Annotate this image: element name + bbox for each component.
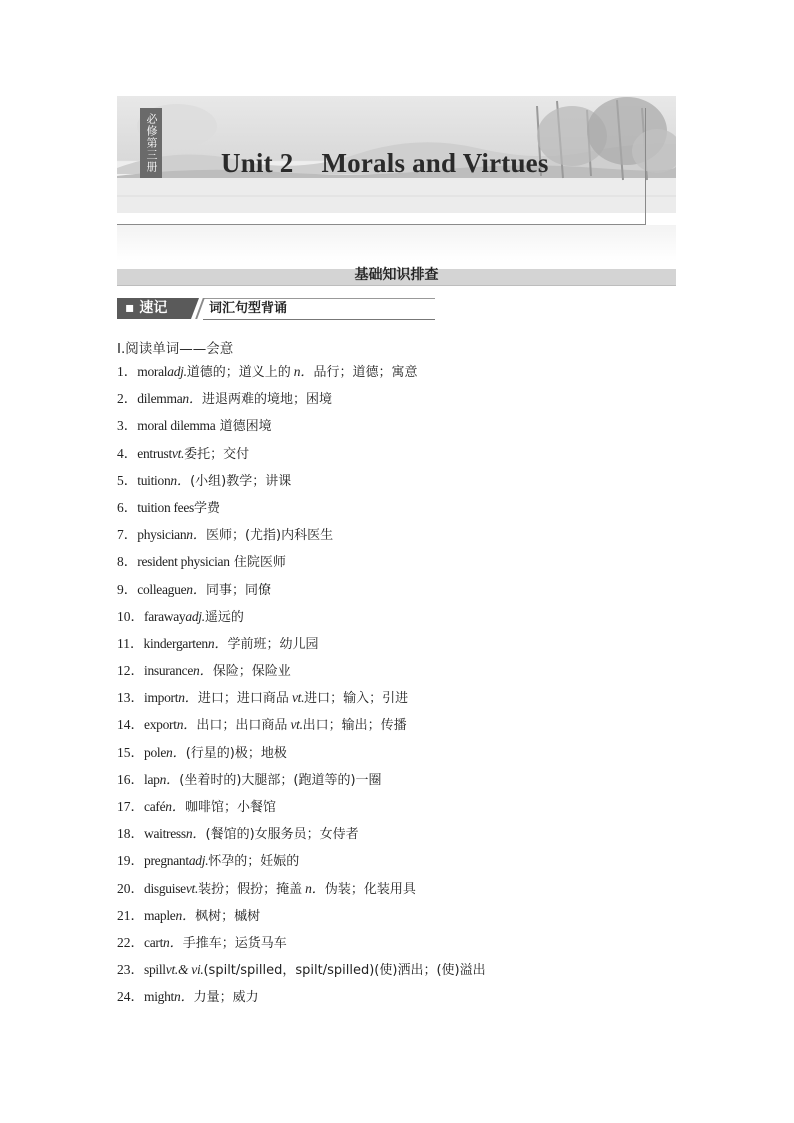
sub-header (117, 298, 435, 320)
entry-definition: 道德困境 (215, 419, 272, 435)
entry-word: disguise (144, 880, 186, 896)
list-item (117, 933, 677, 960)
list-item (117, 797, 677, 824)
entry-definition: 装扮；假扮；掩盖 (198, 881, 303, 897)
unit-name: Morals and Virtues (321, 148, 549, 178)
entry-part-of-speech: n． (166, 744, 186, 760)
entry-definition: (餐馆的)女服务员；女侍者 (205, 827, 359, 843)
entry-definition-2: 品行；道德；寓意 (313, 365, 418, 380)
entry-definition: 咖啡馆；小餐馆 (184, 800, 276, 815)
entry-definition: 委托；交付 (184, 446, 250, 462)
entry-part-of-speech: adj. (167, 364, 187, 379)
list-item (117, 824, 677, 851)
list-item (117, 607, 677, 634)
entry-number: 7． (117, 527, 138, 543)
entry-number: 22． (117, 934, 144, 950)
entry-word: spill (144, 962, 166, 978)
list-item (117, 987, 677, 1014)
entry-word: pregnant (144, 853, 189, 869)
entry-part-of-speech: n． (186, 527, 206, 543)
entry-definition: 出口；出口商品 (196, 718, 288, 734)
entry-part-of-speech-2: n． (302, 880, 325, 896)
entry-part-of-speech: n． (207, 635, 228, 651)
entry-number: 8． (117, 554, 138, 570)
section-bar (117, 269, 676, 286)
entry-number: 20． (117, 880, 144, 896)
entry-part-of-speech: n． (159, 771, 180, 787)
entry-definition: 枫树；槭树 (195, 908, 261, 924)
entry-number: 12． (117, 663, 144, 679)
entry-number: 2． (117, 391, 138, 407)
entry-word: entrust (137, 445, 172, 461)
entry-definition: 遥远的 (204, 609, 244, 625)
entry-part-of-speech: n． (193, 663, 213, 679)
unit-title (221, 148, 549, 179)
entry-definition: 进退两难的境地；困境 (202, 392, 333, 408)
entry-definition: (坐着时的)大腿部；(跑道等的)一圈 (179, 772, 382, 788)
entry-definition: 进口；进口商品 (197, 691, 289, 707)
entry-part-of-speech: n． (178, 690, 198, 706)
list-item (117, 498, 677, 525)
sub-header-tag: ▪ 速记 (117, 298, 191, 319)
sub-header-underline (203, 319, 435, 320)
list-item (117, 580, 677, 607)
entry-definition: 学前班；幼儿园 (227, 636, 319, 652)
entry-part-of-speech: n． (176, 717, 197, 733)
entry-part-of-speech: vt.& vi. (165, 962, 204, 978)
list-item (117, 960, 677, 987)
entry-definition: 保险；保险业 (212, 664, 291, 680)
entry-definition: (行星的)极；地极 (185, 745, 287, 761)
list-item (117, 851, 677, 878)
entry-definition: (小组)教学；讲课 (190, 473, 292, 489)
entry-word: resident physician (137, 554, 230, 570)
list-item (117, 688, 677, 715)
entry-word: maple (144, 907, 176, 923)
sub-header-tag-text: 速记 (139, 300, 168, 316)
entry-number: 13． (117, 690, 144, 706)
entry-word: moral dilemma (137, 418, 216, 434)
entry-definition: 学费 (194, 500, 221, 516)
list-item (117, 770, 677, 797)
entry-word: tuition (137, 472, 171, 488)
entry-definition-2: 出口；输出；传播 (302, 718, 407, 734)
entry-number: 5． (117, 472, 138, 488)
entry-definition-2: 伪装；化装用具 (324, 881, 416, 897)
vocabulary-list (117, 362, 677, 1015)
entry-word: tuition fees (137, 499, 195, 515)
entry-part-of-speech: n． (175, 907, 196, 923)
entry-part-of-speech: n． (186, 581, 206, 597)
entry-word: insurance (144, 663, 194, 679)
list-item (117, 444, 677, 471)
entry-word: dilemma (137, 391, 183, 407)
section-title: 基础知识排查 (354, 267, 439, 283)
entry-part-of-speech: n． (165, 799, 185, 814)
list-item (117, 552, 677, 579)
list-item (117, 906, 677, 933)
book-volume-tag: 必修第三册 (140, 108, 162, 178)
entry-part-of-speech: n． (185, 826, 206, 842)
banner-fade (117, 225, 676, 261)
entry-word: faraway (144, 608, 186, 624)
entry-number: 23． (117, 962, 144, 978)
entry-definition: (spilt/spilled，spilt/spilled)(使)洒出；(使)溢出 (203, 963, 486, 979)
entry-number: 14． (117, 717, 144, 733)
entry-part-of-speech-2: n． (290, 364, 314, 379)
entry-part-of-speech: n． (170, 472, 191, 488)
entry-word: colleague (137, 581, 187, 597)
entry-part-of-speech: n． (163, 934, 183, 950)
entry-number: 11． (117, 635, 144, 651)
banner-frame-vertical (645, 108, 646, 225)
entry-number: 4． (117, 445, 138, 461)
entry-number: 10． (117, 608, 144, 624)
entry-part-of-speech: adj. (188, 853, 209, 869)
entry-number: 1． (117, 364, 138, 379)
entry-definition-2: 进口；输入；引进 (304, 691, 409, 707)
unit-number: Unit 2 (221, 148, 294, 178)
entry-definition: 力量；威力 (193, 990, 259, 1006)
entry-number: 16． (117, 771, 144, 787)
entry-number: 3． (117, 418, 138, 434)
entry-number: 6． (117, 499, 138, 515)
entry-word: cart (144, 934, 164, 950)
sub-header-label: 词汇句型背诵 (209, 301, 288, 316)
list-item (117, 879, 677, 906)
list-item (117, 743, 677, 770)
entry-definition: 同事；同僚 (205, 582, 271, 598)
entry-word: lap (144, 771, 160, 787)
entry-number: 9． (117, 581, 138, 597)
list-item (117, 416, 677, 443)
entry-word: import (144, 690, 179, 706)
entry-part-of-speech-2: vt. (287, 717, 303, 733)
entry-number: 17． (117, 799, 144, 814)
list-item (117, 389, 677, 416)
entry-part-of-speech: n． (182, 391, 203, 407)
entry-part-of-speech: adj. (185, 608, 205, 624)
entry-word: moral (137, 364, 168, 379)
list-item (117, 362, 677, 389)
group-heading: Ⅰ.阅读单词——会意 (117, 341, 234, 357)
entry-word: might (144, 989, 175, 1005)
entry-number: 21． (117, 907, 144, 923)
list-item (117, 715, 677, 742)
entry-definition: 怀孕的；妊娠的 (208, 854, 300, 870)
entry-word: waitress (144, 826, 186, 842)
list-item (117, 471, 677, 498)
entry-part-of-speech: vt. (171, 445, 185, 461)
entry-number: 18． (117, 826, 144, 842)
entry-word: kindergarten (143, 635, 208, 651)
entry-number: 15． (117, 744, 144, 760)
entry-number: 19． (117, 853, 144, 869)
entry-word: export (144, 717, 177, 733)
entry-part-of-speech: vt. (185, 880, 199, 896)
entry-part-of-speech-2: vt. (288, 690, 305, 706)
list-item (117, 661, 677, 688)
entry-word: physician (137, 527, 187, 543)
entry-number: 24． (117, 989, 144, 1005)
list-item (117, 634, 677, 661)
entry-part-of-speech: n． (174, 989, 194, 1005)
entry-definition: 手推车；运货马车 (182, 935, 287, 951)
entry-definition: 道德的；道义上的 (186, 365, 291, 380)
entry-word: pole (144, 744, 167, 760)
entry-definition: 住院医师 (229, 555, 286, 571)
entry-word: café (144, 799, 166, 814)
list-item (117, 525, 677, 552)
entry-definition: 医师；(尤指)内科医生 (205, 528, 334, 544)
